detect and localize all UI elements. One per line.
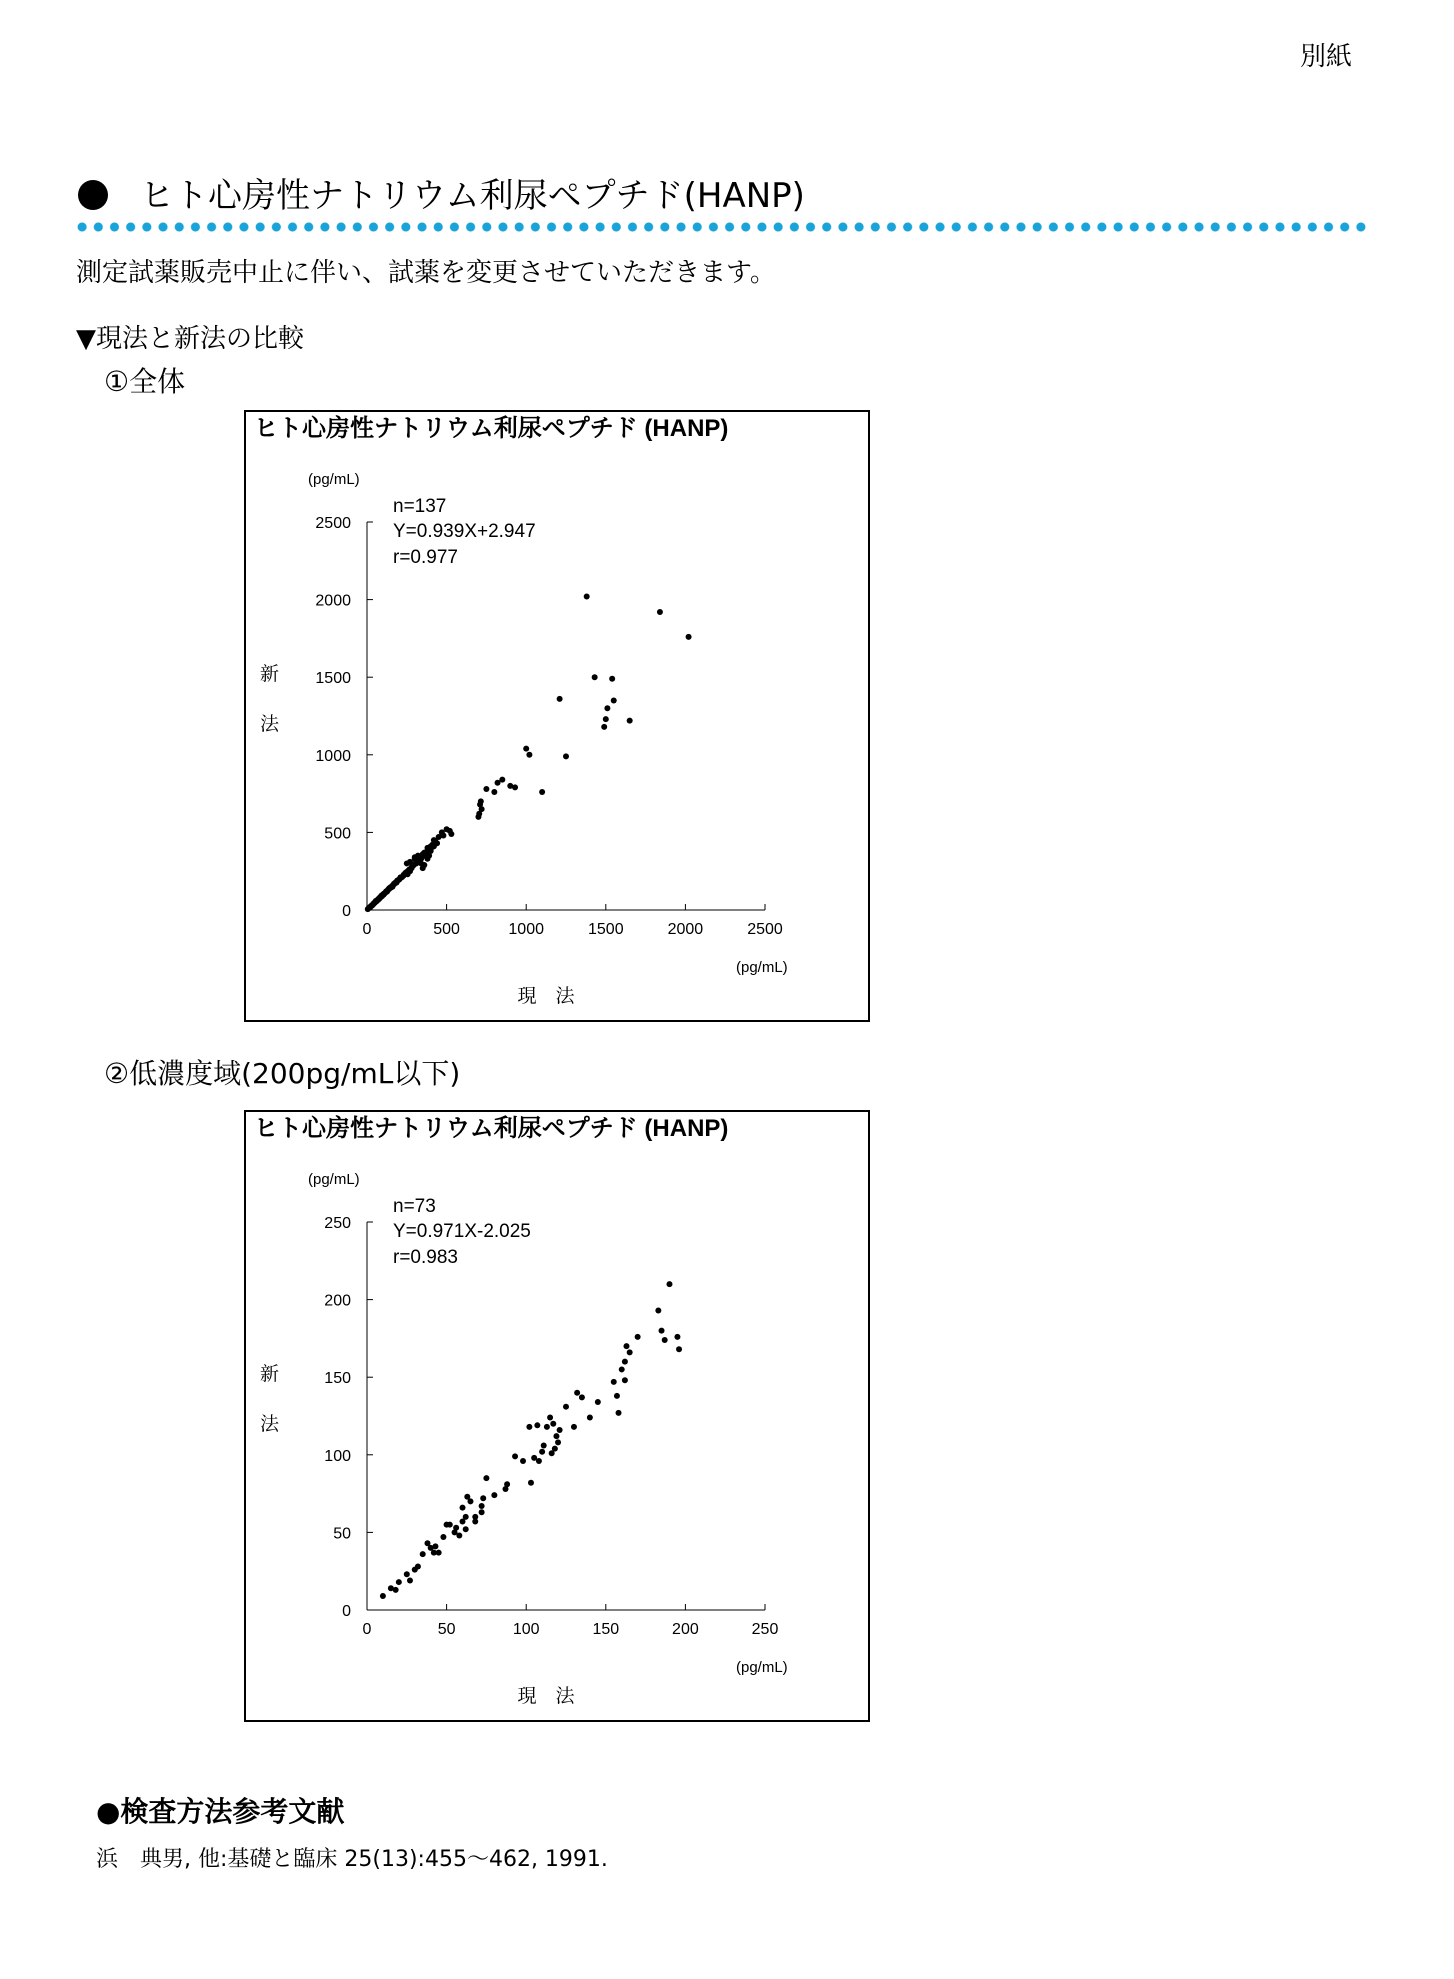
y-tick-label: 0 xyxy=(342,903,351,920)
data-point xyxy=(563,753,569,759)
scatter-chart-overall xyxy=(244,410,870,1022)
data-point xyxy=(472,1519,478,1525)
scatter-plot-low-concentration xyxy=(246,1112,868,1720)
data-point xyxy=(662,1337,668,1343)
data-point xyxy=(635,1334,641,1340)
data-point xyxy=(478,798,484,804)
data-point xyxy=(512,784,518,790)
y-tick-label: 2500 xyxy=(315,515,351,532)
data-point xyxy=(544,1424,550,1430)
subsection-overall: ①全体 xyxy=(104,365,186,398)
data-point xyxy=(536,1458,542,1464)
data-point xyxy=(555,1439,561,1445)
comparison-heading: ▼現法と新法の比較 xyxy=(76,324,304,354)
reference-heading: ●検査方法参考文献 xyxy=(96,1795,345,1828)
data-point xyxy=(440,1534,446,1540)
x-tick-label: 1500 xyxy=(588,921,624,938)
data-point xyxy=(622,1377,628,1383)
data-point xyxy=(401,872,407,878)
x-tick-label: 2000 xyxy=(667,921,704,938)
x-tick-label: 500 xyxy=(433,921,460,938)
subsection-low-concentration: ②低濃度域(200pg/mL以下) xyxy=(104,1057,461,1090)
y-tick-label: 150 xyxy=(324,1370,351,1388)
data-point xyxy=(534,1422,540,1428)
data-point xyxy=(440,833,446,839)
data-point xyxy=(479,806,485,812)
chart-title: ヒト心房性ナトリウム利尿ペプチド (HANP) xyxy=(254,415,729,442)
data-point xyxy=(571,1424,577,1430)
data-point xyxy=(587,1415,593,1421)
scatter-plot-overall xyxy=(246,412,868,1020)
data-point xyxy=(421,862,427,868)
data-point xyxy=(460,1505,466,1511)
data-point xyxy=(595,1399,601,1405)
data-point xyxy=(434,840,440,846)
data-point xyxy=(467,1498,473,1504)
y-tick-label: 500 xyxy=(324,825,351,843)
data-point xyxy=(407,1578,413,1584)
data-point xyxy=(557,1427,563,1433)
data-point xyxy=(584,593,590,599)
data-point xyxy=(579,1394,585,1400)
data-point xyxy=(547,1415,553,1421)
y-tick-label: 1000 xyxy=(315,747,351,765)
data-point xyxy=(463,1526,469,1532)
y-tick-label: 200 xyxy=(324,1292,351,1310)
y-axis-label-char: 新 xyxy=(260,1364,280,1385)
data-point xyxy=(526,752,532,758)
y-tick-label: 1500 xyxy=(315,670,351,688)
reference-citation: 浜 典男, 他:基礎と臨床 25(13):455～462, 1991. xyxy=(96,1847,608,1872)
y-tick-label: 0 xyxy=(342,1603,351,1620)
data-point xyxy=(623,1343,629,1349)
data-point xyxy=(557,696,563,702)
data-point xyxy=(550,1421,556,1427)
data-point xyxy=(491,789,497,795)
x-tick-label: 2500 xyxy=(747,921,783,938)
data-point xyxy=(504,1481,510,1487)
data-point xyxy=(447,1522,453,1528)
x-tick-label: 200 xyxy=(672,1621,699,1638)
data-point xyxy=(627,1349,633,1355)
stat-equation: Y=0.939X+2.947 xyxy=(393,521,536,542)
x-axis-unit: (pg/mL) xyxy=(736,959,788,976)
data-point xyxy=(627,718,633,724)
y-tick-label: 50 xyxy=(333,1525,351,1543)
data-point xyxy=(604,705,610,711)
x-tick-label: 150 xyxy=(592,1621,620,1638)
x-tick-label: 100 xyxy=(512,1621,540,1638)
data-point xyxy=(453,1525,459,1531)
y-tick-label: 100 xyxy=(324,1447,351,1465)
data-point xyxy=(491,1492,497,1498)
y-axis-unit: (pg/mL) xyxy=(308,1171,360,1188)
data-point xyxy=(616,1410,622,1416)
y-axis-unit: (pg/mL) xyxy=(308,471,360,488)
data-point xyxy=(528,1480,534,1486)
y-tick-label: 2000 xyxy=(315,592,351,610)
data-point xyxy=(479,1509,485,1515)
stat-equation: Y=0.971X-2.025 xyxy=(393,1221,531,1242)
x-axis-label: 現 法 xyxy=(517,1686,575,1707)
data-point xyxy=(479,1503,485,1509)
data-point xyxy=(619,1366,625,1372)
y-axis-label-char: 法 xyxy=(260,1414,280,1435)
section-title-text: ヒト心房性ナトリウム利尿ペプチド(HANP) xyxy=(140,176,805,216)
data-point xyxy=(448,831,454,837)
chart-title: ヒト心房性ナトリウム利尿ペプチド (HANP) xyxy=(254,1115,729,1142)
x-tick-label: 50 xyxy=(437,1621,456,1638)
x-tick-label: 250 xyxy=(751,1621,779,1638)
x-tick-label: 0 xyxy=(362,921,372,938)
data-point xyxy=(523,746,529,752)
data-point xyxy=(512,1453,518,1459)
x-axis-label: 現 法 xyxy=(517,986,575,1007)
data-point xyxy=(483,786,489,792)
y-axis-label-char: 新 xyxy=(260,664,280,685)
data-point xyxy=(603,716,609,722)
intro-text: 測定試薬販売中止に伴い、試薬を変更させていただきます。 xyxy=(76,258,776,288)
bullet-icon xyxy=(78,180,108,210)
data-point xyxy=(409,864,415,870)
data-point xyxy=(420,1551,426,1557)
data-point xyxy=(659,1328,665,1334)
stat-n: n=73 xyxy=(393,1196,436,1217)
data-point xyxy=(526,1424,532,1430)
data-point xyxy=(483,1475,489,1481)
data-point xyxy=(539,789,545,795)
data-point xyxy=(601,724,607,730)
data-point xyxy=(404,1571,410,1577)
section-title xyxy=(78,168,805,217)
data-point xyxy=(611,697,617,703)
data-point xyxy=(614,1393,620,1399)
data-point xyxy=(499,777,505,783)
data-point xyxy=(676,1346,682,1352)
x-tick-label: 1000 xyxy=(508,921,544,938)
x-axis-unit: (pg/mL) xyxy=(736,1659,788,1676)
data-point xyxy=(389,883,395,889)
data-point xyxy=(686,634,692,640)
stat-r: r=0.983 xyxy=(393,1247,458,1268)
data-point xyxy=(655,1307,661,1313)
data-point xyxy=(666,1281,672,1287)
y-tick-label: 250 xyxy=(324,1215,351,1232)
data-point xyxy=(674,1334,680,1340)
stat-r: r=0.977 xyxy=(393,547,458,568)
data-point xyxy=(539,1449,545,1455)
data-point xyxy=(549,1450,555,1456)
data-point xyxy=(463,1514,469,1520)
data-point xyxy=(553,1433,559,1439)
scatter-chart-low-concentration xyxy=(244,1110,870,1722)
data-point xyxy=(432,1543,438,1549)
data-point xyxy=(609,676,615,682)
data-point xyxy=(574,1390,580,1396)
data-point xyxy=(396,1579,402,1585)
data-point xyxy=(415,1564,421,1570)
data-point xyxy=(622,1359,628,1365)
data-point xyxy=(520,1458,526,1464)
data-point xyxy=(456,1533,462,1539)
data-point xyxy=(563,1404,569,1410)
dotted-divider xyxy=(74,222,1370,232)
data-point xyxy=(436,1550,442,1556)
data-point xyxy=(611,1379,617,1385)
data-point xyxy=(657,609,663,615)
data-point xyxy=(480,1495,486,1501)
attachment-label: 別紙 xyxy=(1300,42,1353,72)
data-point xyxy=(592,674,598,680)
y-axis-label-char: 法 xyxy=(260,714,280,735)
data-point xyxy=(541,1442,547,1448)
stat-n: n=137 xyxy=(393,496,447,517)
data-point xyxy=(380,1593,386,1599)
data-point xyxy=(393,1587,399,1593)
x-tick-label: 0 xyxy=(362,1621,372,1638)
